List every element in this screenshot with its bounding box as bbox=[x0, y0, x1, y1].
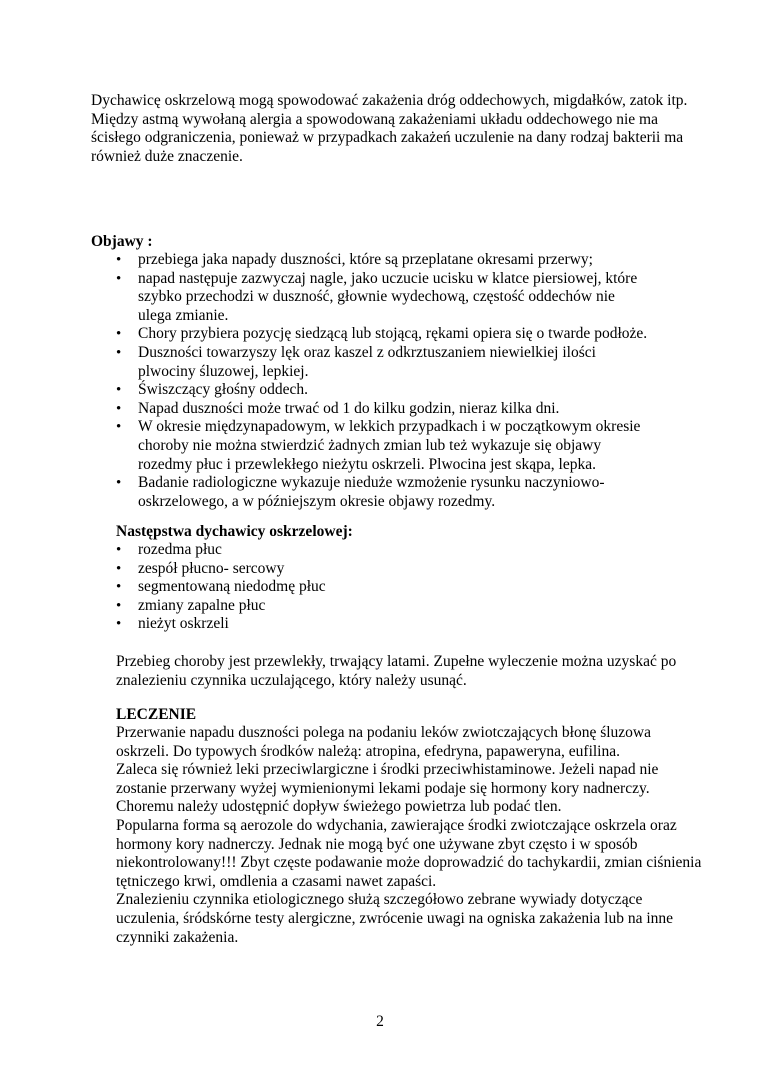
list-item: • Duszności towarzyszy lęk oraz kaszel z odkrztuszaniem niewielkiej ilości plwociny śluzowej, lepkiej. bbox=[91, 344, 651, 381]
nastepstwa-list bbox=[91, 541, 651, 634]
leczenie-paragraph: Przerwanie napadu duszności polega na podaniu leków zwiotczających błonę śluzowa oskrzeli. Do typowych środków należą: atropina, efedryna, papaweryna, eufilina. bbox=[116, 724, 651, 760]
leczenie-paragraph: Znalezieniu czynnika etiologicznego służą szczegółowo zebrane wywiady dotyczące uczulenia, śródskórne testy alergiczne, zwrócenie uwagi na ogniska zakażenia lub na inne czynniki zakażenia. bbox=[116, 891, 674, 946]
list-item: • Chory przybiera pozycję siedzącą lub stojącą, rękami opiera się o twarde podłoże. bbox=[91, 325, 651, 344]
leczenie-body bbox=[116, 724, 706, 947]
list-item: • napad następuje zazwyczaj nagle, jako uczucie ucisku w klatce piersiowej, które szybko przechodzi w duszność, głownie wydechową, częstość oddechów nie ulega zmianie. bbox=[91, 270, 651, 326]
list-item: • Badanie radiologiczne wykazuje nieduże wzmożenie rysunku naczyniowo-oskrzelowego, a w późniejszym okresie objawy rozedmy. bbox=[91, 474, 651, 511]
leczenie-paragraph: Choremu należy udostępnić dopływ świeżego powietrza lub podać tlen. bbox=[116, 798, 562, 816]
leczenie-paragraph: Popularna forma są aerozole do wdychania, zawierające środki zwiotczające oskrzela oraz hormony kory nadnerczy. Jednak nie mogą być one używane zbyt często i w sposób niekontrolowany!!! Zbyt częste podawanie może doprowadzić do tachykardii, zmian ciśnienia tętniczego krwi, omdlenia a czasami nawet zapaści. bbox=[116, 816, 702, 890]
list-item: • nieżyt oskrzeli bbox=[91, 615, 651, 634]
list-item: • Świszczący głośny oddech. bbox=[91, 381, 651, 400]
intro-paragraph-2: Między astmą wywołaną alergia a spowodowaną zakażeniami układu oddechowego nie ma ścisłego odgraniczenia, ponieważ w przypadkach zakażeń uczulenie na dany rodzaj bakterii ma również duże znaczenie. bbox=[91, 110, 684, 165]
list-item: • rozedma płuc bbox=[91, 541, 651, 560]
nastepstwa-heading: Następstwa dychawicy oskrzelowej: bbox=[116, 523, 353, 540]
page-number: 2 bbox=[376, 1013, 384, 1030]
leczenie-paragraph: Zaleca się również leki przeciwlargiczne i środki przeciwhistaminowe. Jeżeli napad nie zostanie przerwany wyżej wymienionymi lekami podaje się hormony kory nadnerczy. bbox=[116, 761, 659, 797]
list-item: • segmentowaną niedodmę płuc bbox=[91, 578, 651, 597]
intro-paragraph-1: Dychawicę oskrzelową mogą spowodować zakażenia dróg oddechowych, migdałków, zatok itp. bbox=[91, 92, 688, 109]
przebieg-paragraph: Przebieg choroby jest przewlekły, trwający latami. Zupełne wyleczenie można uzyskać po znalezieniu czynnika uczulającego, który należy usunąć. bbox=[116, 653, 677, 689]
list-item: • zmiany zapalne płuc bbox=[91, 597, 651, 616]
leczenie-heading: LECZENIE bbox=[116, 706, 197, 723]
list-item: • W okresie międzynapadowym, w lekkich przypadkach i w początkowym okresie choroby nie można stwierdzić żadnych zmian lub też wykazuje się objawy rozedmy płuc i przewlekłego nieżytu oskrzeli. Plwocina jest skąpa, lepka. bbox=[91, 418, 651, 474]
list-item: • Napad duszności może trwać od 1 do kilku godzin, nieraz kilka dni. bbox=[91, 400, 651, 419]
intro-section bbox=[91, 92, 691, 166]
list-item: • przebiega jaka napady duszności, które są przeplatane okresami przerwy; bbox=[91, 251, 651, 270]
objawy-heading: Objawy : bbox=[91, 233, 153, 250]
list-item: • zespół płucno- sercowy bbox=[91, 560, 651, 579]
objawy-list bbox=[91, 251, 651, 511]
